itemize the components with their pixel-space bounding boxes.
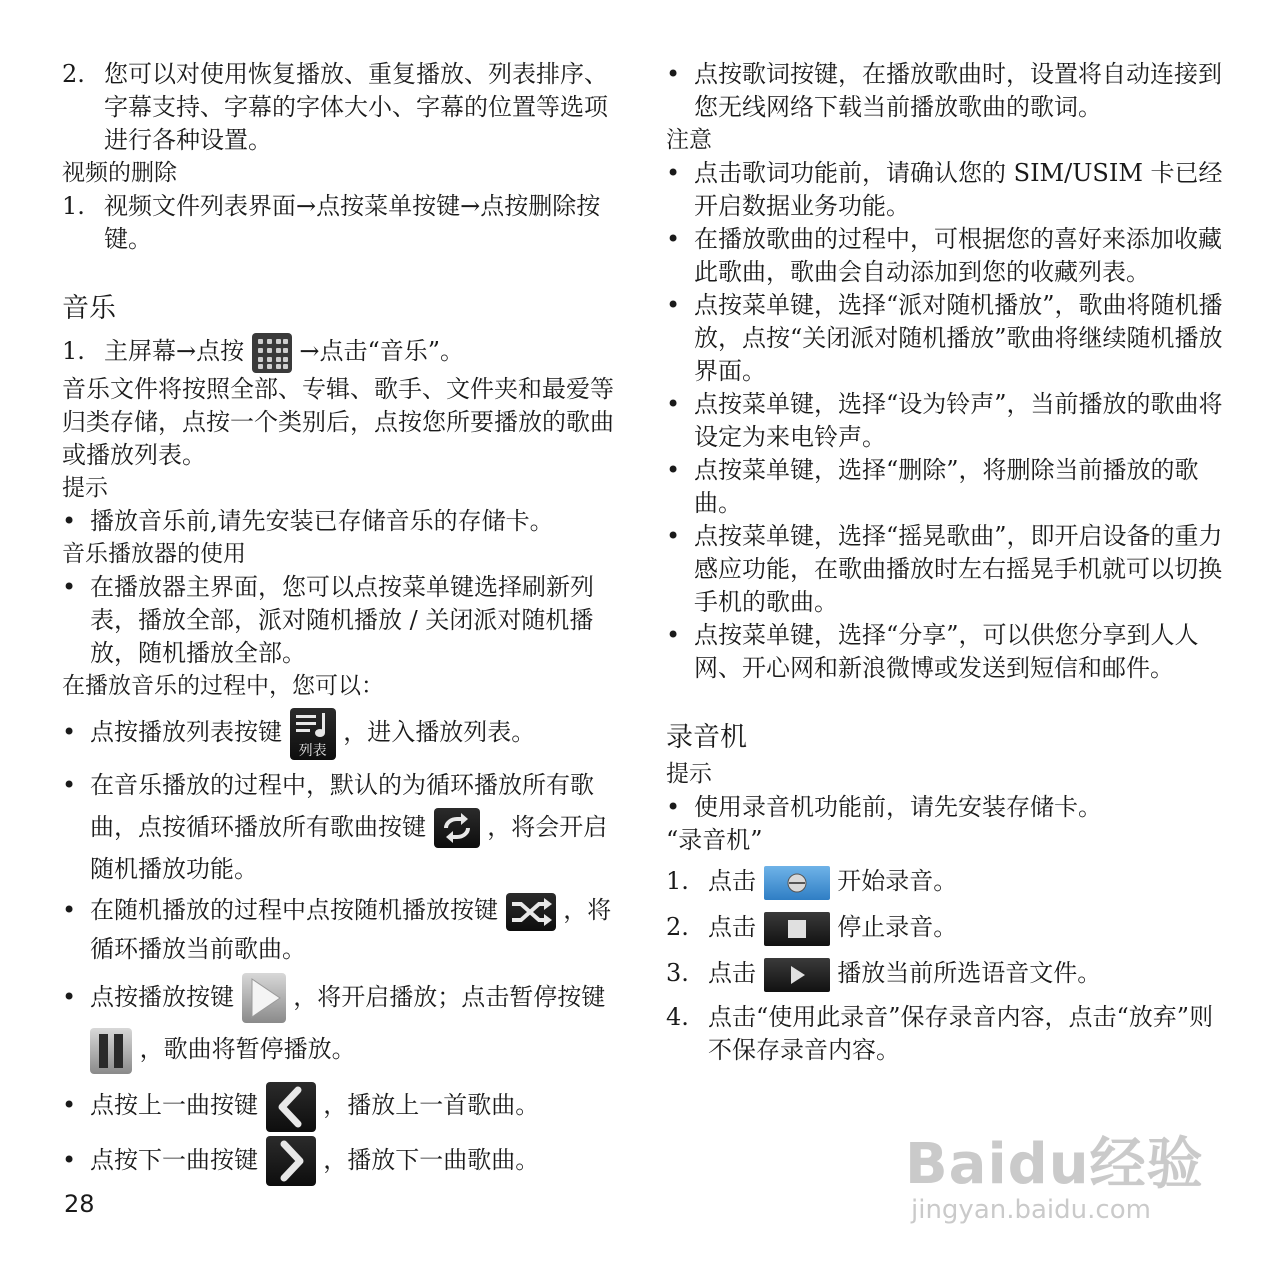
bullet: • — [666, 60, 681, 88]
settings-item — [62, 58, 622, 157]
record-step — [666, 859, 1226, 903]
tip-text: 播放音乐前,请先安装已存储音乐的存储卡。 — [90, 507, 554, 535]
item-number: 2. — [666, 913, 689, 941]
bullet: • — [62, 982, 77, 1011]
playlist-icon — [290, 708, 336, 760]
player-item — [62, 571, 622, 670]
tip-item — [62, 505, 622, 538]
repeat-item — [62, 764, 622, 891]
play-recording-text-a: 点击 — [708, 959, 756, 987]
player-text: 在播放器主界面，您可以点按菜单键选择刷新列表，播放全部，派对随机播放 / 关闭派对随机播放，随机播放全部。 — [90, 573, 594, 667]
item-number: 1. — [62, 337, 85, 365]
play-recording-step — [666, 951, 1226, 995]
during-playback-heading: 在播放音乐的过程中，您可以： — [62, 673, 384, 699]
video-delete-text: 视频文件列表界面→点按菜单按键→点按删除按键。 — [104, 192, 601, 253]
bullet: • — [666, 621, 681, 649]
left-column — [62, 58, 622, 1186]
watermark-sub: jingyan.baidu.com — [911, 1195, 1151, 1225]
note-item — [666, 388, 1226, 454]
play-text-a: 点按播放按键 — [90, 982, 234, 1011]
previous-icon — [266, 1082, 316, 1132]
note-text-1: 点击歌词功能前，请确认您的 SIM/USIM 卡已经开启数据业务功能。 — [694, 159, 1223, 220]
right-column — [666, 58, 1226, 1067]
play-text-c: ，歌曲将暂停播放。 — [139, 1035, 356, 1063]
playlist-text-b: ，进入播放列表。 — [343, 718, 536, 746]
next-icon — [266, 1136, 316, 1186]
tip-heading: 提示 — [62, 475, 108, 501]
bullet: • — [666, 456, 681, 484]
bullet: • — [666, 793, 681, 821]
recorder-label: “录音机” — [666, 826, 763, 854]
item-number: 1. — [62, 192, 85, 220]
next-text-a: 点按下一曲按键 — [90, 1145, 258, 1174]
recorder-tip-item — [666, 791, 1226, 824]
watermark-main: Baidu经验 — [905, 1132, 1204, 1197]
pause-icon — [90, 1028, 132, 1074]
note-text-6: 点按菜单键，选择“摇晃歌曲”，即开启设备的重力感应功能，在歌曲播放时左右摇晃手机就可以切换手机的歌曲。 — [694, 522, 1223, 616]
save-step-text: 点击“使用此录音”保存录音内容，点击“放弃”则不保存录音内容。 — [708, 1003, 1214, 1064]
note-text-4: 点按菜单键，选择“设为铃声”，当前播放的歌曲将设定为来电铃声。 — [694, 390, 1223, 451]
shuffle-item — [62, 892, 622, 967]
note-item — [666, 157, 1226, 223]
play-recording-icon — [764, 958, 830, 992]
note-item — [666, 520, 1226, 619]
note-item — [666, 223, 1226, 289]
note-item — [666, 289, 1226, 388]
next-item — [62, 1134, 622, 1187]
repeat-text-a: 在音乐播放的过程中，默认的为循环播放所有歌曲，点按循环播放所有歌曲按键 — [90, 770, 594, 841]
recorder-tip-text: 使用录音机功能前，请先安装存储卡。 — [694, 793, 1102, 821]
stop-step — [666, 905, 1226, 949]
music-paragraph: 音乐文件将按照全部、专辑、歌手、文件夹和最爱等归类存储，点按一个类别后，点按您所要播放的歌曲或播放列表。 — [62, 375, 614, 469]
player-heading: 音乐播放器的使用 — [62, 541, 246, 567]
lyrics-text: 点按歌词按键，在播放歌曲时，设置将自动连接到您无线网络下载当前播放歌曲的歌词。 — [694, 60, 1222, 121]
music-step-text-b: →点击“音乐”。 — [299, 337, 465, 365]
repeat-icon — [434, 808, 480, 848]
repeat-text-b: ，将会开启随机播放功能。 — [90, 812, 608, 883]
playlist-text-a: 点按播放列表按键 — [90, 718, 282, 746]
bullet: • — [62, 573, 77, 601]
video-delete-step — [62, 190, 622, 256]
play-pause-item — [62, 971, 622, 1076]
next-text-b: ，播放下一曲歌曲。 — [323, 1145, 540, 1174]
previous-text-b: ，播放上一首歌曲。 — [323, 1091, 540, 1119]
grid-icon — [252, 333, 292, 373]
bullet: • — [62, 1091, 77, 1119]
stop-step-text-b: 停止录音。 — [837, 913, 958, 941]
item-number: 4. — [666, 1003, 689, 1031]
playlist-item — [62, 705, 622, 760]
record-icon — [764, 866, 830, 900]
bullet: • — [666, 291, 681, 319]
play-text-b: ，将开启播放；点击暂停按键 — [293, 982, 606, 1011]
item-number: 2. — [62, 60, 85, 88]
bullet: • — [62, 1145, 77, 1174]
playlist-icon-label: 列表 — [298, 742, 327, 759]
note-text-5: 点按菜单键，选择“删除”，将删除当前播放的歌曲。 — [694, 456, 1199, 517]
save-step — [666, 1001, 1226, 1067]
bullet: • — [666, 225, 681, 253]
note-text-2: 在播放歌曲的过程中，可根据您的喜好来添加收藏此歌曲，歌曲会自动添加到您的收藏列表。 — [694, 225, 1222, 286]
play-icon — [242, 973, 286, 1023]
bullet: • — [62, 507, 77, 535]
music-step-text-a: 主屏幕→点按 — [104, 337, 245, 365]
bullet: • — [666, 390, 681, 418]
record-step-text-a: 点击 — [708, 867, 756, 895]
lyrics-item — [666, 58, 1226, 124]
item-number: 1. — [666, 867, 689, 895]
shuffle-text-b: ，将循环播放当前歌曲。 — [90, 896, 612, 963]
bullet: • — [666, 522, 681, 550]
recorder-section-title: 录音机 — [666, 722, 747, 753]
bullet: • — [666, 159, 681, 187]
previous-item — [62, 1079, 622, 1132]
note-item — [666, 454, 1226, 520]
play-recording-text-b: 播放当前所选语音文件。 — [837, 959, 1102, 987]
recorder-tip-heading: 提示 — [666, 761, 712, 787]
shuffle-icon — [506, 893, 556, 931]
note-text-3: 点按菜单键，选择“派对随机播放”，歌曲将随机播放，点按“关闭派对随机播放”歌曲将继续随机播放界面。 — [694, 291, 1223, 385]
stop-icon — [764, 912, 830, 946]
note-heading: 注意 — [666, 127, 712, 153]
previous-text-a: 点按上一曲按键 — [90, 1091, 258, 1119]
stop-step-text-a: 点击 — [708, 913, 756, 941]
bullet: • — [62, 896, 77, 924]
note-item — [666, 619, 1226, 685]
bullet: • — [62, 718, 77, 746]
note-text-7: 点按菜单键，选择“分享”，可以供您分享到人人网、开心网和新浪微博或发送到短信和邮件。 — [694, 621, 1199, 682]
page-number: 28 — [64, 1190, 95, 1218]
music-step — [62, 329, 622, 373]
bullet: • — [62, 770, 77, 799]
video-delete-heading: 视频的删除 — [62, 160, 177, 186]
settings-text: 您可以对使用恢复播放、重复播放、列表排序、字幕支持、字幕的字体大小、字幕的位置等选项进行各种设置。 — [104, 60, 608, 154]
item-number: 3. — [666, 959, 689, 987]
record-step-text-b: 开始录音。 — [837, 867, 958, 895]
music-section-title: 音乐 — [62, 293, 116, 324]
shuffle-text-a: 在随机播放的过程中点按随机播放按键 — [90, 896, 498, 924]
baidu-watermark — [905, 1132, 1215, 1235]
